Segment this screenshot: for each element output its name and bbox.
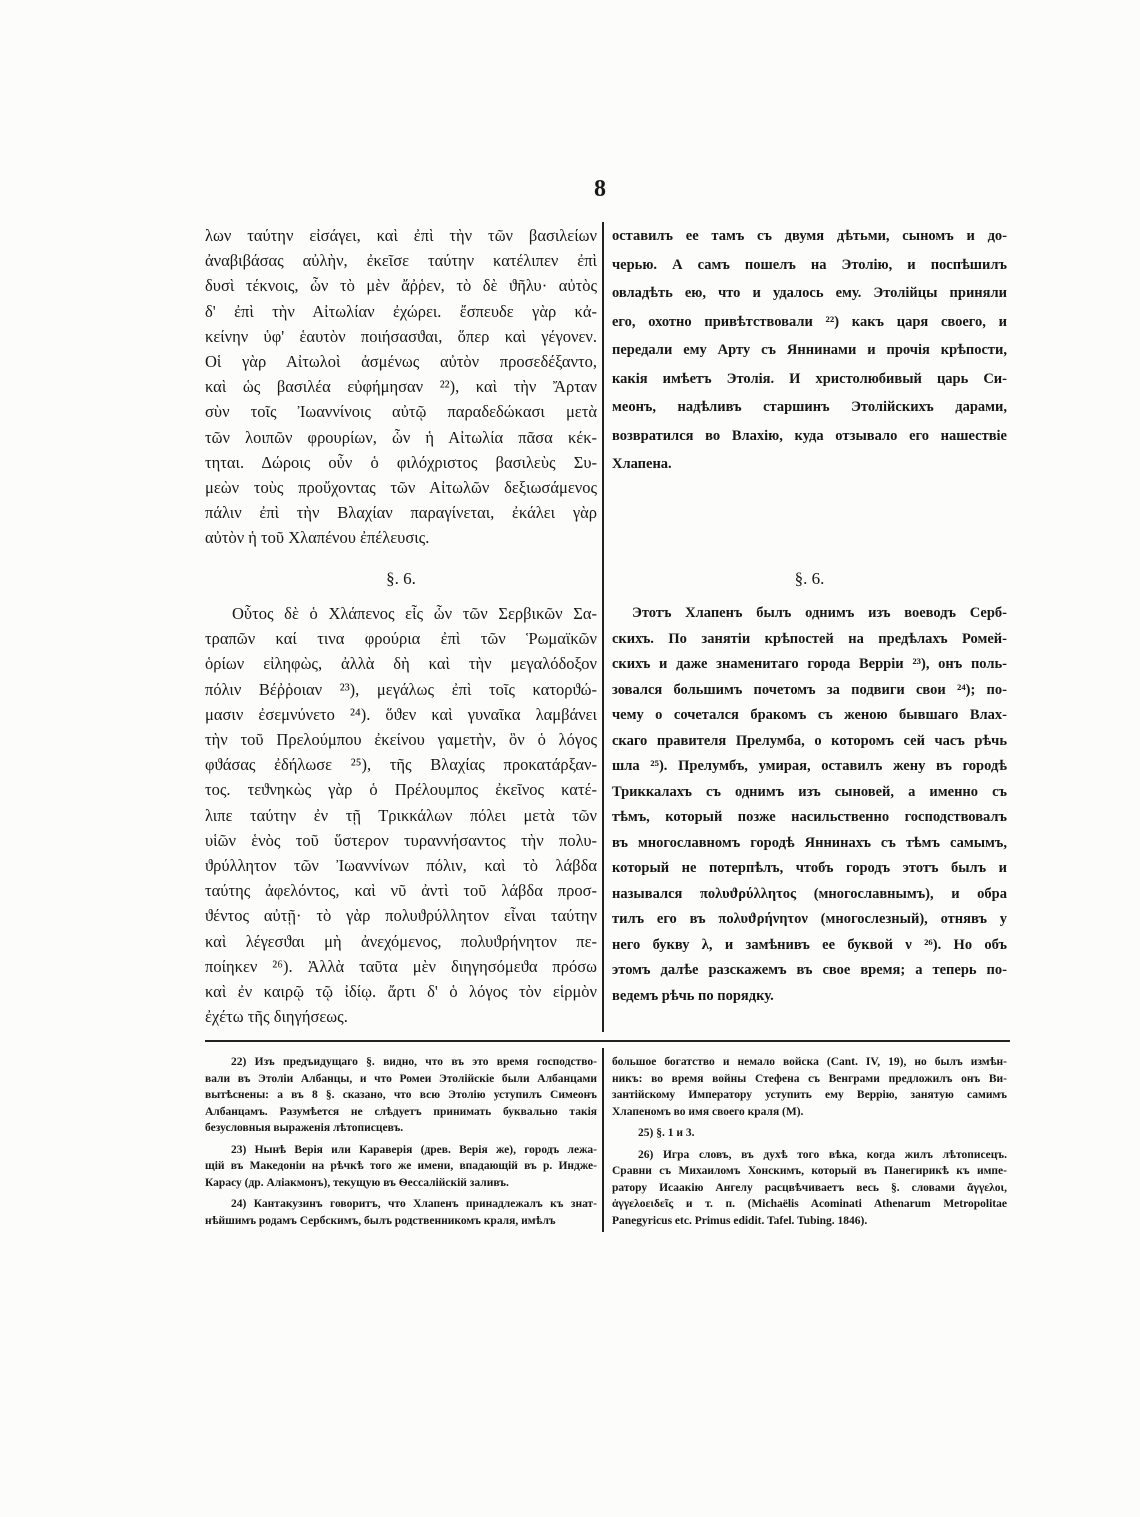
- text-line: шла ²⁵). Прелумбъ, умирая, оставилъ жену въ городѣ: [612, 758, 1007, 774]
- text-line: зовался большимъ почетомъ за подвиги свои ²⁴); по-: [612, 681, 1007, 698]
- footnote-23: [205, 1142, 597, 1192]
- text-line: ἐχέτω τῆς διηγήσεως.: [205, 1007, 348, 1027]
- text-line: 22) Изъ предъидущаго §. видно, что въ это время господство-: [231, 1056, 597, 1068]
- text-line: меонъ, надѣливъ старшинъ Этолійскихъ дарами,: [612, 399, 1007, 415]
- text-line: 25) §. 1 и 3.: [638, 1127, 695, 1139]
- text-line: ϑέντος αὐτῇ· τὸ γὰρ πολυϑρύλλητον εἶναι ταύτην: [205, 906, 597, 926]
- text-line: большое богатство и немало войска (Cant. IV, 19), но былъ измѣн-: [612, 1056, 1007, 1068]
- text-line: вали въ Этоліи Албанцы, и что Ромеи Этолійскіе были Албанцами: [205, 1072, 597, 1085]
- text-line: какія имѣетъ Этолія. И христолюбивый царь Си-: [612, 370, 1007, 387]
- text-line: ἀναβιβάσας αὐλὴν, ἐκεῖσε ταύτην κατέλιπεν ἐπὶ: [205, 251, 597, 271]
- text-line: возвратился во Влахію, куда отзывало его нашествіе: [612, 427, 1007, 444]
- text-line: ратору Исаакію Ангелу расцвѣчиваетъ весь §. словами ἄγγελοι,: [612, 1181, 1007, 1194]
- text-line: ведемъ рѣчь по порядку.: [612, 987, 774, 1004]
- text-line: въ многославномъ городѣ Яннинахъ съ тѣмъ самымъ,: [612, 834, 1007, 851]
- text-line: ϑρύλλητον τῶν Ἰωαννίνων πόλιν, καὶ τὸ λάβδα: [205, 856, 597, 876]
- text-line: σὺν τοῖς Ἰωαννίνοις αὐτῷ παραδεδώκασι μετὰ: [205, 402, 597, 422]
- text-line: скихъ. По занятіи крѣпостей на предѣлахъ Ромей-: [612, 630, 1007, 647]
- text-line: υἱῶν ἑνὸς τοῦ ὕστερον τυραννήσαντος τὴν πολυ-: [205, 830, 597, 850]
- text-line: передали ему Арту съ Яннинами и прочія крѣпости,: [612, 342, 1007, 358]
- text-line: λιπε ταύτην ἐν τῇ Τρικκάλων πόλει μετὰ τῶν: [205, 805, 597, 825]
- greek-paragraph-1: [205, 223, 597, 551]
- text-line: κείνην ὑφ' ἑαυτὸν ποιήσασϑαι, ὅπερ καὶ γέγονεν.: [205, 326, 597, 346]
- text-line: оставилъ ее тамъ съ двумя дѣтьми, сыномъ и до-: [612, 228, 1007, 244]
- text-line: λων ταύτην εἰσάγει, καὶ ἐπὶ τὴν τῶν βασιλείων: [205, 226, 597, 245]
- page-number: 8: [594, 176, 606, 202]
- text-line: безусловныя выраженія лѣтописцевъ.: [205, 1122, 404, 1134]
- text-line: τραπῶν καί τινα φρούρια ἐπὶ τῶν Ῥωμαϊκῶν: [205, 629, 597, 649]
- text-line: τος. τεϑνηκὼς γὰρ ὁ Πρέλουμπος ἐκεῖνος κατέ-: [205, 780, 597, 800]
- text-line: μασιν ἐσεμνύνετο ²⁴). ὅϑεν καὶ γυναῖκα λαμβάνει: [205, 704, 597, 724]
- text-line: этомъ далѣе разскажемъ въ свое время; а теперь по-: [612, 962, 1007, 978]
- footnote-rule: [205, 1040, 1010, 1042]
- footnotes-right: [612, 1054, 1007, 1229]
- text-line: καὶ λέγεσϑαι μὴ ἀνεχόμενος, πολυϑρήνητον πε-: [205, 931, 597, 951]
- text-line: μεὼν τοὺς προὔχοντας τῶν Αἰτωλῶν δεξιωσάμενος: [205, 478, 597, 498]
- column-divider: [602, 222, 604, 1032]
- text-line: δυσὶ τέκνοις, ὧν τὸ μὲν ἄῤῥεν, τὸ δὲ ϑῆλυ· αὐτὸς: [205, 276, 597, 296]
- text-line: никъ: во время войны Стефена съ Венграми предложилъ онъ Ви-: [612, 1072, 1007, 1085]
- text-line: тѣмъ, который позже насильственно господствовалъ: [612, 809, 1007, 825]
- text-line: Οὗτος δὲ ὁ Χλάπενος εἷς ὧν τῶν Σερβικῶν Σα-: [232, 604, 597, 623]
- footnote-22: [205, 1054, 597, 1137]
- text-line: πάλιν ἐπὶ τὴν Βλαχίαν παραγίνεται, ἐκάλει γὰρ: [205, 503, 597, 523]
- russian-paragraph-1: [612, 222, 1007, 479]
- text-line: 23) Нынѣ Верія или Караверія (древ. Верія же), городъ лежа-: [231, 1143, 597, 1156]
- text-line: 24) Кантакузинъ говоритъ, что Хлапенъ принадлежалъ къ знат-: [231, 1198, 597, 1210]
- text-line: чему о сочетался бракомъ съ женою бывшаго Влах-: [612, 707, 1007, 723]
- text-line: τῶν λοιπῶν φρουρίων, ὧν ἡ Αἰτωλία πᾶσα κέκ-: [205, 427, 597, 447]
- text-line: καὶ ὡς βασιλέα εὐφήμησαν ²²), καὶ τὴν Ἄρταν: [205, 377, 597, 397]
- text-line: который не потерпѣлъ, чтобъ городъ этотъ былъ и: [612, 860, 1007, 876]
- text-line: αὐτὸν ἡ τοῦ Χλαπένου ἐπέλευσις.: [205, 528, 430, 548]
- text-line: вытѣснены: а въ 8 §. сказано, что всю Этолію уступилъ Симеонъ: [205, 1089, 597, 1101]
- text-line: φϑάσας ἐδήλωσε ²⁵), τῆς Βλαχίας προκατάρξαν-: [205, 755, 597, 775]
- text-line: Триккалахъ съ однимъ изъ сыновей, а именно съ: [612, 783, 1007, 800]
- text-line: назывался πολυϑρύλλητος (многославнымъ), и обра: [612, 885, 1007, 902]
- text-line: Карасу (др. Аліакмонъ), текущую въ Ѳессалійскій заливъ.: [205, 1176, 509, 1189]
- text-line: скаго правителя Прелумба, о которомъ сей часъ рѣчь: [612, 732, 1007, 749]
- text-line: τηται. Δώροις οὖν ὁ φιλόχριστος βασιλεὺς Συ-: [205, 452, 597, 472]
- text-line: τὴν τοῦ Πρελούμπου ἐκείνου γαμετὴν, ὃν ὁ λόγος: [205, 730, 597, 750]
- text-line: Οἱ γὰρ Αἰτωλοὶ ἀσμένως αὐτὸν προσεδέξαντο,: [205, 352, 597, 372]
- text-line: его, охотно привѣтствовали ²²) какъ царя своего, и: [612, 313, 1007, 330]
- text-line: Panegyricus etc. Primus edidit. Tafel. Tubing. 1846).: [612, 1214, 868, 1227]
- text-line: δ' ἐπὶ τὴν Αἰτωλίαν ἐχώρει. ἔσπευδε γὰρ κἀ-: [205, 301, 597, 321]
- text-line: ἀγγελοειδεῖς и т. п. (Michaëlis Acominati Athenarum Metropolitae: [612, 1198, 1007, 1210]
- text-line: него букву λ, и замѣнивъ ее буквой ν ²⁶). Но объ: [612, 936, 1007, 953]
- text-line: πόλιν Βέῤῥοιαν ²³), μεγάλως ἐπὶ τοῖς κατορϑώ-: [205, 679, 597, 699]
- greek-section-heading: §. 6.: [386, 569, 416, 588]
- text-line: καὶ ἐν καιρῷ τῷ ἰδίῳ. ἄρτι δ' ὁ λόγος τὸν εἱρμὸν: [205, 982, 597, 1002]
- greek-paragraph-2: [205, 601, 597, 1029]
- text-line: Хлапена.: [612, 456, 672, 472]
- footnote-column-divider: [602, 1048, 604, 1232]
- russian-paragraph-2: [612, 601, 1007, 1009]
- text-line: тилъ его въ πολυϑρήνητον (многослезный), отнявъ у: [612, 911, 1007, 927]
- text-line: щій въ Македоніи на рѣчкѣ того же имени, впадающій въ р. Индже-: [205, 1160, 597, 1172]
- text-line: Этотъ Хлапенъ былъ однимъ изъ воеводъ Серб-: [632, 605, 1007, 621]
- russian-section-heading: §. 6.: [794, 569, 825, 588]
- text-line: ποίηκεν ²⁶). Ἀλλὰ ταῦτα μὲν διηγησόμεϑα πρόσω: [205, 956, 597, 976]
- footnote-25: [612, 1125, 1007, 1142]
- text-line: Сравни съ Михаиломъ Хонскимъ, который въ Панегирикѣ къ импе-: [612, 1165, 1007, 1177]
- text-line: Хлапеномъ во имя своего краля (М).: [612, 1105, 804, 1118]
- footnote-24-continued: [612, 1054, 1007, 1120]
- text-line: черью. А самъ пошелъ на Этолію, и поспѣшилъ: [612, 256, 1007, 273]
- text-line: овладѣть ею, что и удалось ему. Этолійцы приняли: [612, 285, 1007, 301]
- text-line: нѣйшимъ родамъ Сербскимъ, былъ родственникомъ краля, имѣлъ: [205, 1214, 556, 1227]
- footnote-26: [612, 1147, 1007, 1230]
- text-line: скихъ и даже знаменитаго города Верріи ²³), онъ поль-: [612, 656, 1007, 672]
- text-line: Албанцамъ. Разумѣется не слѣдуетъ принимать буквально такія: [205, 1105, 597, 1118]
- text-line: ταύτης ἀφελόντος, καὶ νῦ ἀντὶ τοῦ λάβδα προσ-: [205, 881, 597, 901]
- footnote-24: [205, 1196, 597, 1229]
- text-line: ὁρίων εἰληφὼς, ἀλλὰ δὴ καὶ τὴν μεγαλόδοξον: [205, 654, 597, 674]
- text-line: 26) Игра словъ, въ духѣ того вѣка, когда жилъ лѣтописецъ.: [638, 1148, 1007, 1161]
- text-line: зантійскому Императору уступить ему Веррію, занятую самимъ: [612, 1089, 1007, 1101]
- footnotes-left: [205, 1054, 597, 1229]
